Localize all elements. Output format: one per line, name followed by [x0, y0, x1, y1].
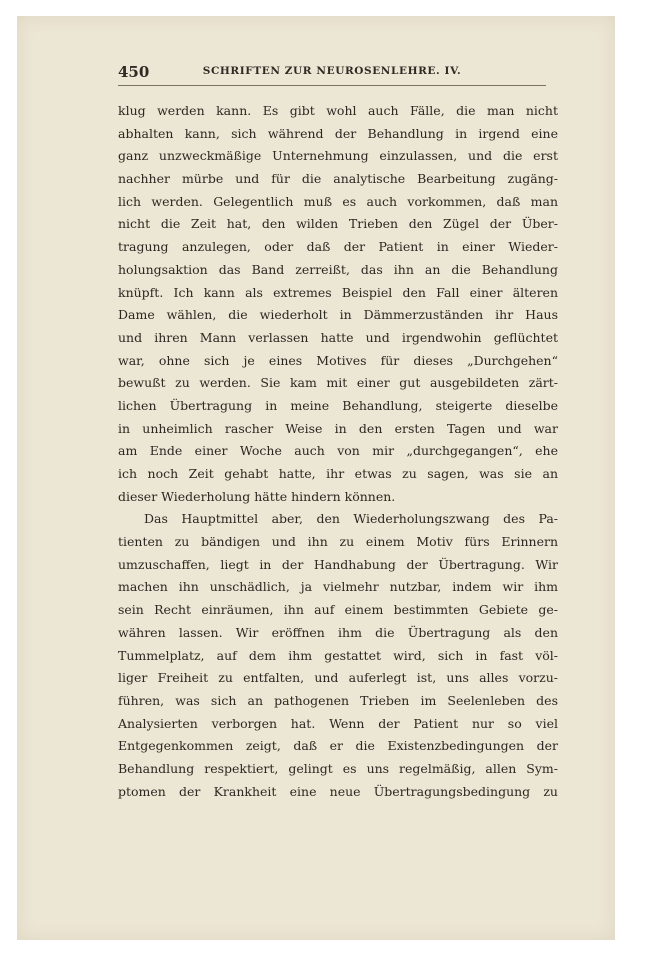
- text-line: tienten zu bändigen und ihn zu einem Motiv fürs Erinnern: [118, 534, 558, 550]
- text-line: war, ohne sich je eines Motives für dieses „Durchgehen“: [118, 352, 558, 368]
- text-line: knüpft. Ich kann als extremes Beispiel den Fall einer älteren: [118, 284, 558, 300]
- text-line: sein Recht einräumen, ihn auf einem bestimmten Gebiete ge-: [118, 602, 558, 618]
- text-line: bewußt zu werden. Sie kam mit einer gut ausgebildeten zärt-: [118, 375, 558, 391]
- page-number: 450: [118, 63, 150, 81]
- text-line: Dame wählen, die wiederholt in Dämmerzuständen ihr Haus: [118, 307, 558, 323]
- text-line: Behandlung respektiert, gelingt es uns regelmäßig, allen Sym-: [118, 760, 558, 776]
- text-line: tragung anzulegen, oder daß der Patient in einer Wieder-: [118, 239, 558, 255]
- text-line: holungsaktion das Band zerreißt, das ihn an die Behandlung: [118, 261, 558, 277]
- text-line: am Ende einer Woche auch von mir „durchgegangen“, ehe: [118, 443, 558, 459]
- text-line: Analysierten verborgen hat. Wenn der Patient nur so viel: [118, 715, 558, 731]
- paragraph-2: [118, 508, 558, 803]
- body-text: [118, 100, 558, 803]
- text-line: ich noch Zeit gehabt hatte, ihr etwas zu sagen, was sie an: [118, 466, 558, 481]
- text-line: ptomen der Krankheit eine neue Übertragungsbedingung zu: [118, 783, 558, 799]
- paragraph-1: [118, 100, 558, 508]
- text-line: Tummelplatz, auf dem ihm gestattet wird, sich in fast völ-: [118, 647, 558, 663]
- text-line: nicht die Zeit hat, den wilden Trieben den Zügel der Über-: [118, 216, 558, 232]
- text-line: lichen Übertragung in meine Behandlung, steigerte dieselbe: [118, 397, 558, 413]
- text-line: umzuschaffen, liegt in der Handhabung der Übertragung. Wir: [118, 556, 558, 572]
- text-line: dieser Wiederholung hätte hindern können.: [118, 488, 396, 504]
- text-line: ganz unzweckmäßige Unternehmung einzulassen, und die erst: [118, 148, 558, 164]
- text-line: lich werden. Gelegentlich muß es auch vorkommen, daß man: [118, 193, 558, 209]
- text-line: und ihren Mann verlassen hatte und irgendwohin geflüchtet: [118, 329, 558, 345]
- text-line: machen ihn unschädlich, ja vielmehr nutzbar, indem wir ihm: [118, 579, 558, 595]
- text-line: in unheimlich rascher Weise in den ersten Tagen und war: [118, 420, 558, 436]
- text-line: nachher mürbe und für die analytische Bearbeitung zugäng-: [118, 171, 558, 187]
- page-header: [118, 63, 546, 86]
- text-line: führen, was sich an pathogenen Trieben im Seelenleben des: [118, 692, 558, 708]
- text-line: liger Freiheit zu entfalten, und auferlegt ist, uns alles vorzu-: [118, 670, 558, 686]
- text-line: währen lassen. Wir eröffnen ihm die Übertragung als den: [118, 624, 558, 640]
- text-line: Entgegenkommen zeigt, daß er die Existenzbedingungen der: [118, 738, 558, 754]
- text-line: abhalten kann, sich während der Behandlung in irgend eine: [118, 125, 558, 141]
- text-line: Das Hauptmittel aber, den Wiederholungszwang des Pa-: [144, 511, 558, 527]
- text-line: klug werden kann. Es gibt wohl auch Fälle, die man nicht: [118, 103, 558, 118]
- running-head: SCHRIFTEN ZUR NEUROSENLEHRE. IV.: [202, 65, 462, 77]
